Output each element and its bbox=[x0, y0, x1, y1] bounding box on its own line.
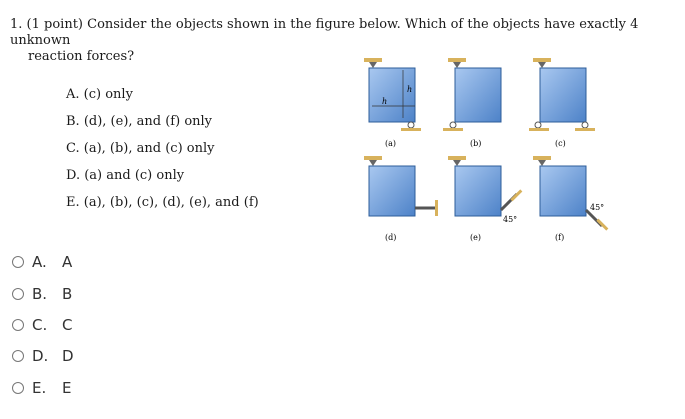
object-e bbox=[448, 156, 522, 242]
angle-label-f: 45° bbox=[590, 203, 605, 212]
object-a bbox=[364, 58, 421, 148]
radio-button-c[interactable] bbox=[12, 319, 24, 331]
question-line-1: 1. (1 point) Consider the objects shown in the figure below. Which of the objects have exactly 4 unknown bbox=[10, 17, 639, 48]
option-a: A. (c) only bbox=[66, 87, 133, 102]
answer-choice-d[interactable] bbox=[12, 346, 74, 366]
answer-value-a: A bbox=[62, 253, 73, 271]
option-d: D. (a) and (c) only bbox=[66, 168, 185, 183]
object-b bbox=[443, 58, 501, 148]
object-f bbox=[533, 156, 608, 242]
figure-label-f: (f) bbox=[555, 233, 565, 242]
answer-letter-b: B. bbox=[32, 285, 48, 303]
answer-choice-c[interactable] bbox=[12, 315, 72, 335]
answer-value-c: C bbox=[62, 316, 73, 334]
radio-button-b[interactable] bbox=[12, 288, 24, 300]
figure-label-e: (e) bbox=[470, 233, 481, 242]
figure-label-d: (d) bbox=[385, 233, 397, 242]
dimension-label-h: h bbox=[407, 85, 413, 94]
figure-label-a: (a) bbox=[385, 139, 397, 148]
answer-value-d: D bbox=[62, 347, 74, 365]
option-c: C. (a), (b), and (c) only bbox=[66, 141, 215, 156]
radio-button-a[interactable] bbox=[12, 256, 24, 268]
answer-letter-c: C. bbox=[32, 316, 48, 334]
radio-button-e[interactable] bbox=[12, 382, 24, 394]
support-figure bbox=[355, 48, 615, 248]
object-c bbox=[529, 58, 595, 148]
object-d bbox=[364, 156, 438, 242]
answer-choice-a[interactable] bbox=[12, 252, 72, 272]
figure-label-b: (b) bbox=[470, 139, 482, 148]
dimension-label-h: h bbox=[382, 97, 388, 106]
answer-letter-d: D. bbox=[32, 347, 49, 365]
answer-value-b: B bbox=[62, 285, 73, 303]
option-e: E. (a), (b), (c), (d), (e), and (f) bbox=[66, 195, 259, 210]
answer-value-e: E bbox=[62, 379, 72, 397]
question-line-2: reaction forces? bbox=[28, 49, 135, 64]
answer-letter-a: A. bbox=[32, 253, 47, 271]
option-b: B. (d), (e), and (f) only bbox=[66, 114, 213, 129]
answer-choice-b[interactable] bbox=[12, 284, 72, 304]
answer-choice-e[interactable] bbox=[12, 378, 71, 398]
answer-letter-e: E. bbox=[32, 379, 47, 397]
angle-label-e: 45° bbox=[503, 215, 518, 224]
figure-label-c: (c) bbox=[555, 139, 566, 148]
radio-button-d[interactable] bbox=[12, 350, 24, 362]
